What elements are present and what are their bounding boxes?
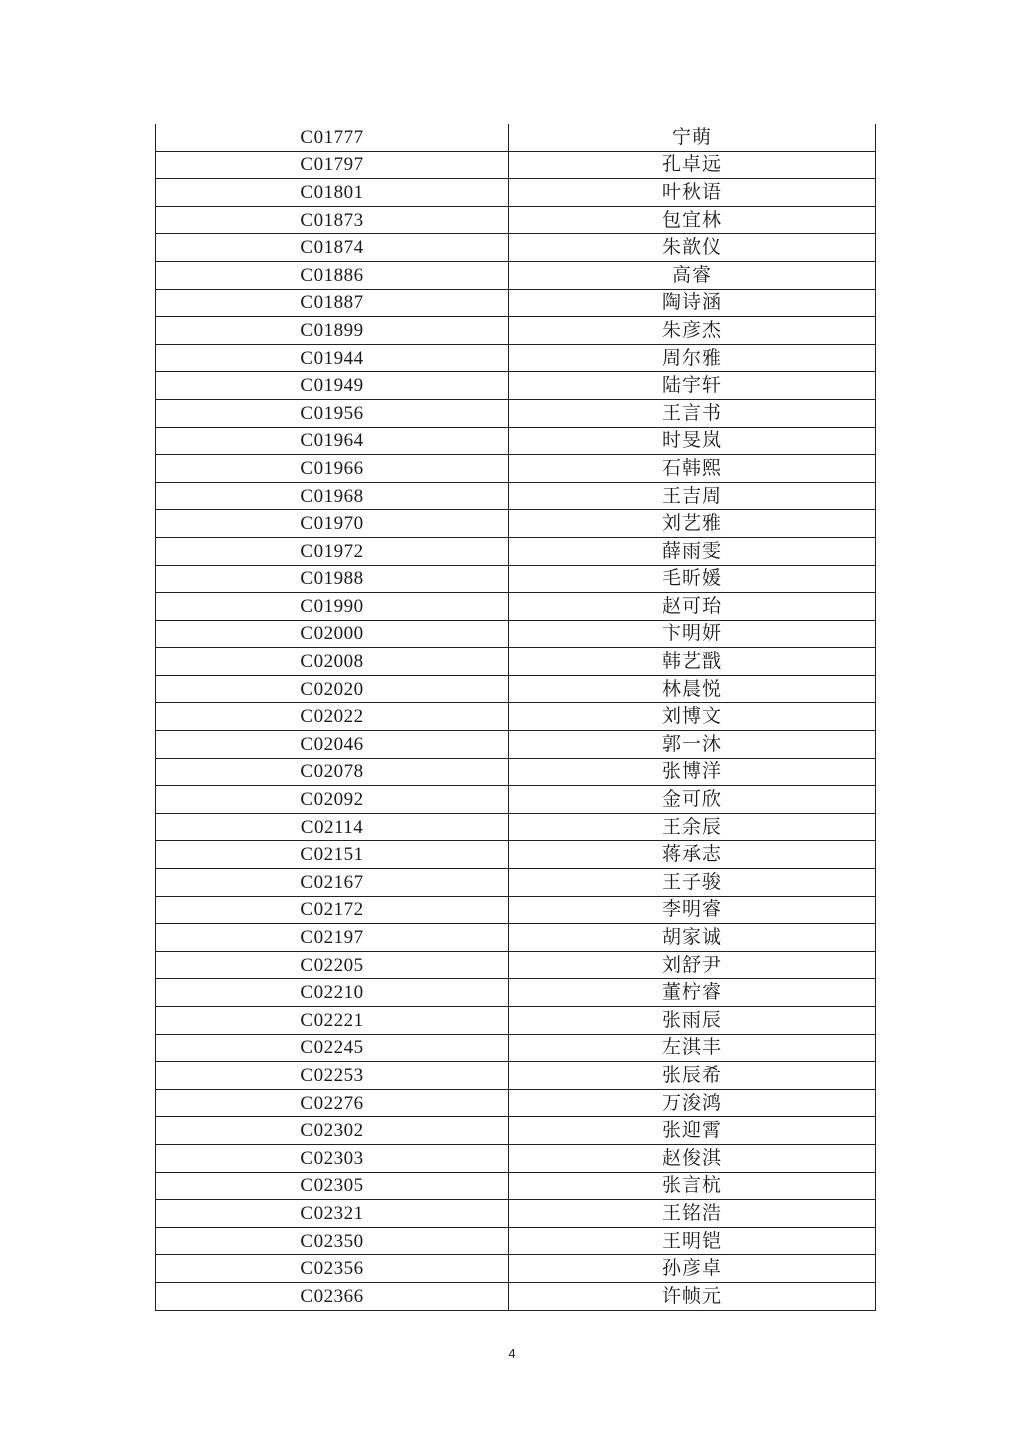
candidate-name-cell: 蒋承志 [509,841,876,869]
table-row [156,786,876,814]
candidate-name-cell: 张博洋 [509,758,876,786]
candidate-name-cell: 董柠睿 [509,979,876,1007]
candidate-name-cell: 许帧元 [509,1282,876,1310]
candidate-name-cell: 金可欣 [509,786,876,814]
candidate-id-cell: C02114 [156,813,509,841]
candidate-name-cell: 卞明妍 [509,620,876,648]
candidate-id-cell: C01964 [156,427,509,455]
roster-table [155,124,876,1311]
candidate-id-cell: C02276 [156,1089,509,1117]
table-row [156,317,876,345]
candidate-id-cell: C01968 [156,482,509,510]
table-row [156,427,876,455]
candidate-id-cell: C01899 [156,317,509,345]
candidate-id-cell: C02151 [156,841,509,869]
table-row [156,869,876,897]
candidate-name-cell: 王铭浩 [509,1200,876,1228]
candidate-name-cell: 王明铠 [509,1227,876,1255]
table-row [156,234,876,262]
candidate-id-cell: C02022 [156,703,509,731]
candidate-name-cell: 张言杭 [509,1172,876,1200]
table-row [156,537,876,565]
table-row [156,1062,876,1090]
candidate-name-cell: 石韩熙 [509,455,876,483]
candidate-name-cell: 孙彦卓 [509,1255,876,1283]
candidate-id-cell: C02000 [156,620,509,648]
candidate-name-cell: 朱彦杰 [509,317,876,345]
table-row [156,731,876,759]
candidate-id-cell: C01972 [156,537,509,565]
table-row [156,758,876,786]
table-row [156,1227,876,1255]
table-row [156,372,876,400]
table-row [156,124,876,151]
candidate-id-cell: C02221 [156,1007,509,1035]
candidate-id-cell: C01887 [156,289,509,317]
candidate-id-cell: C02350 [156,1227,509,1255]
table-row [156,179,876,207]
table-row [156,813,876,841]
candidate-id-cell: C02210 [156,979,509,1007]
table-row [156,924,876,952]
candidate-name-cell: 朱歆仪 [509,234,876,262]
candidate-id-cell: C01874 [156,234,509,262]
table-row [156,289,876,317]
candidate-id-cell: C01949 [156,372,509,400]
table-row [156,620,876,648]
candidate-id-cell: C01801 [156,179,509,207]
candidate-name-cell: 叶秋语 [509,179,876,207]
candidate-name-cell: 陶诗涵 [509,289,876,317]
candidate-name-cell: 林晨悦 [509,675,876,703]
candidate-id-cell: C01988 [156,565,509,593]
candidate-id-cell: C02321 [156,1200,509,1228]
candidate-id-cell: C02008 [156,648,509,676]
table-row [156,510,876,538]
table-row [156,648,876,676]
candidate-name-cell: 万浚鸿 [509,1089,876,1117]
candidate-id-cell: C02305 [156,1172,509,1200]
candidate-name-cell: 王吉周 [509,482,876,510]
candidate-id-cell: C02172 [156,896,509,924]
candidate-name-cell: 张迎霄 [509,1117,876,1145]
candidate-name-cell: 张辰希 [509,1062,876,1090]
candidate-id-cell: C01873 [156,206,509,234]
candidate-name-cell: 刘艺雅 [509,510,876,538]
candidate-name-cell: 赵俊淇 [509,1144,876,1172]
candidate-id-cell: C02167 [156,869,509,897]
table-row [156,1034,876,1062]
candidate-name-cell: 刘博文 [509,703,876,731]
candidate-id-cell: C02366 [156,1282,509,1310]
candidate-id-cell: C02046 [156,731,509,759]
table-row [156,979,876,1007]
candidate-id-cell: C01966 [156,455,509,483]
table-row [156,399,876,427]
candidate-name-cell: 赵可珆 [509,593,876,621]
table-row [156,1007,876,1035]
candidate-name-cell: 薛雨雯 [509,537,876,565]
candidate-id-cell: C02197 [156,924,509,952]
candidate-id-cell: C01777 [156,124,509,151]
table-row [156,896,876,924]
candidate-name-cell: 高睿 [509,261,876,289]
roster-table-body [156,124,876,1310]
table-row [156,1117,876,1145]
candidate-id-cell: C02078 [156,758,509,786]
candidate-name-cell: 陆宇轩 [509,372,876,400]
candidate-name-cell: 刘舒尹 [509,951,876,979]
candidate-id-cell: C02092 [156,786,509,814]
candidate-id-cell: C01956 [156,399,509,427]
candidate-name-cell: 毛昕媛 [509,565,876,593]
table-row [156,1255,876,1283]
table-row [156,206,876,234]
candidate-id-cell: C02303 [156,1144,509,1172]
candidate-id-cell: C01797 [156,151,509,179]
candidate-name-cell: 左淇丰 [509,1034,876,1062]
candidate-name-cell: 王言书 [509,399,876,427]
table-row [156,841,876,869]
candidate-name-cell: 胡家诚 [509,924,876,952]
table-row [156,593,876,621]
candidate-name-cell: 郭一沐 [509,731,876,759]
candidate-name-cell: 包宜林 [509,206,876,234]
candidate-name-cell: 张雨辰 [509,1007,876,1035]
table-row [156,675,876,703]
candidate-name-cell: 时旻岚 [509,427,876,455]
candidate-id-cell: C01970 [156,510,509,538]
candidate-name-cell: 宁萌 [509,124,876,151]
table-row [156,565,876,593]
table-row [156,344,876,372]
table-row [156,455,876,483]
candidate-name-cell: 韩艺戬 [509,648,876,676]
table-row [156,1200,876,1228]
candidate-name-cell: 王余辰 [509,813,876,841]
table-row [156,951,876,979]
table-row [156,1144,876,1172]
table-row [156,1089,876,1117]
candidate-id-cell: C02356 [156,1255,509,1283]
candidate-id-cell: C01886 [156,261,509,289]
table-row [156,482,876,510]
candidate-id-cell: C02020 [156,675,509,703]
table-row [156,1282,876,1310]
candidate-id-cell: C02245 [156,1034,509,1062]
candidate-id-cell: C02205 [156,951,509,979]
table-row [156,703,876,731]
candidate-name-cell: 王子骏 [509,869,876,897]
candidate-name-cell: 周尔雅 [509,344,876,372]
candidate-id-cell: C02253 [156,1062,509,1090]
candidate-id-cell: C01944 [156,344,509,372]
table-row [156,261,876,289]
page-number: 4 [508,1346,516,1361]
table-row [156,151,876,179]
candidate-id-cell: C01990 [156,593,509,621]
candidate-name-cell: 李明睿 [509,896,876,924]
candidate-name-cell: 孔卓远 [509,151,876,179]
candidate-id-cell: C02302 [156,1117,509,1145]
table-row [156,1172,876,1200]
